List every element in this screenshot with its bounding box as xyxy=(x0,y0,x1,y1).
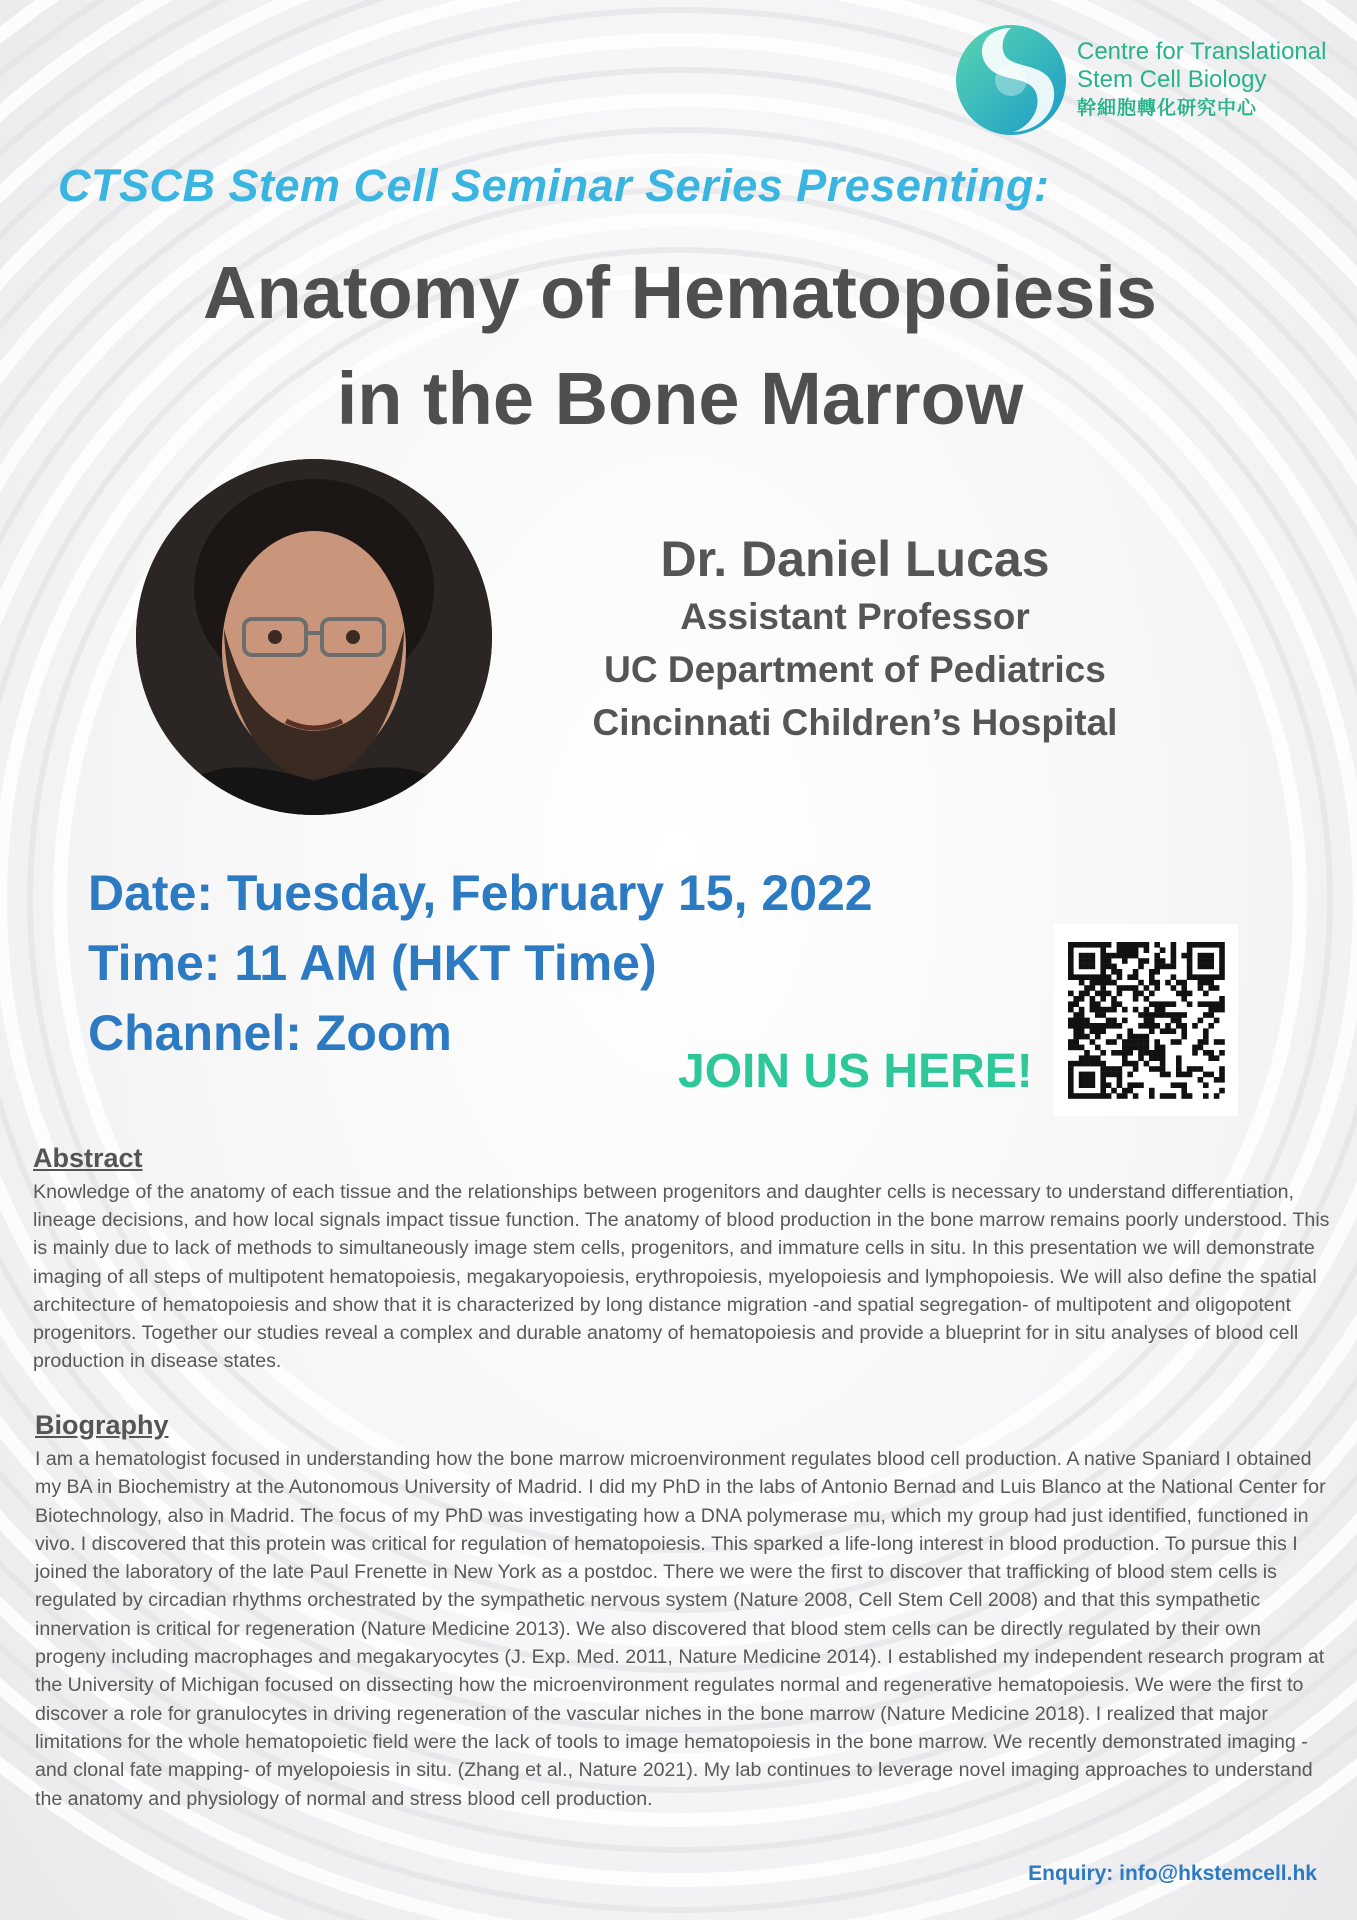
talk-title-line-2: in the Bone Marrow xyxy=(336,357,1024,440)
enquiry-email[interactable]: Enquiry: info@hkstemcell.hk xyxy=(1028,1862,1317,1885)
speaker-photo xyxy=(136,459,492,815)
logo-line-1: Centre for Translational xyxy=(1077,38,1327,65)
speaker-info xyxy=(555,528,1155,749)
speaker-name: Dr. Daniel Lucas xyxy=(660,531,1050,587)
abstract-text: Knowledge of the anatomy of each tissue and the relationships between progenitors and daughter cells is necessary to understand differentiation, lineage decisions, and how local signals impact tissue function. The anatomy of blood production in the bone marrow remains poorly understood. This is mainly due to lack of methods to simultaneously image stem cells, progenitors, and immature cells in situ. In this presentation we will demonstrate imaging of all steps of multipotent hematopoiesis, megakaryopoiesis, erythropoiesis, myelopoiesis and lymphopoiesis. We will also define the spatial architecture of hematopoiesis and show that it is characterized by long distance migration -and spatial segregation- of multipotent and oligopotent progenitors. Together our studies reveal a complex and durable anatomy of hematopoiesis and provide a blueprint for in situ analyses of blood cell production in disease states. xyxy=(33,1181,1330,1373)
abstract-heading: Abstract xyxy=(33,1143,143,1173)
speaker-position: Assistant Professor xyxy=(680,596,1030,637)
speaker-department: UC Department of Pediatrics xyxy=(604,649,1106,690)
logo-line-3: 幹細胞轉化研究中心 xyxy=(1077,98,1258,119)
event-channel: Channel: Zoom xyxy=(88,1005,452,1061)
biography-heading: Biography xyxy=(35,1410,169,1440)
talk-title-line-1: Anatomy of Hematopoiesis xyxy=(203,251,1157,334)
qr-code[interactable] xyxy=(1054,924,1238,1116)
ctscb-logo xyxy=(955,24,1335,136)
speaker-institution: Cincinnati Children’s Hospital xyxy=(592,702,1118,743)
biography-section xyxy=(35,1410,1333,1813)
talk-title xyxy=(80,240,1280,452)
event-details xyxy=(88,858,873,1068)
abstract-section xyxy=(33,1143,1333,1375)
seminar-series-heading: CTSCB Stem Cell Seminar Series Presenting: xyxy=(58,160,1050,211)
event-time: Time: 11 AM (HKT Time) xyxy=(88,935,657,991)
ctscb-logo-icon xyxy=(955,24,1067,136)
biography-text: I am a hematologist focused in understanding how the bone marrow microenvironment regulates blood cell production. A native Spaniard I obtained my BA in Biochemistry at the Autonomous University of Madrid. I did my PhD in the labs of Antonio Bernad and Luis Blanco at the National Center for Biotechnology, also in Madrid. The focus of my PhD was investigating how a DNA polymerase mu, which my group had just identified, functioned in vivo. I discovered that this protein was critical for regulation of hematopoiesis. This sparked a life-long interest in blood production. To pursue this I joined the laboratory of the late Paul Frenette in New York as a postdoc. There we were the first to discover that trafficking of blood stem cells is regulated by circadian rhythms orchestrated by the sympathetic nervous system (Nature 2008, Cell Stem Cell 2008) and that this sympathetic innervation is critical for regeneration (Nature Medicine 2013). We also discovered that blood stem cells can be directly regulated by their own progeny including macrophages and megakaryocytes (J. Exp. Med. 2011, Nature Medicine 2014). I established my independent research program at the University of Michigan focused on dissecting how the microenvironment regulates normal and regenerative hematopoiesis. We were the first to discover a role for granulocytes in driving regeneration of the vascular niches in the bone marrow (Nature Medicine 2018). I realized that major limitations for the whole hematopoietic field were the lack of tools to image hematopoiesis in the bone marrow. We recently demonstrated imaging -and clonal fate mapping- of myelopoiesis in situ. (Zhang et al., Nature 2021). My lab continues to leverage novel imaging approaches to understand the anatomy and physiology of normal and stress blood cell production. xyxy=(35,1448,1326,1810)
logo-line-2: Stem Cell Biology xyxy=(1077,66,1267,93)
event-date: Date: Tuesday, February 15, 2022 xyxy=(88,865,873,921)
join-link[interactable]: JOIN US HERE! xyxy=(678,1045,1033,1098)
